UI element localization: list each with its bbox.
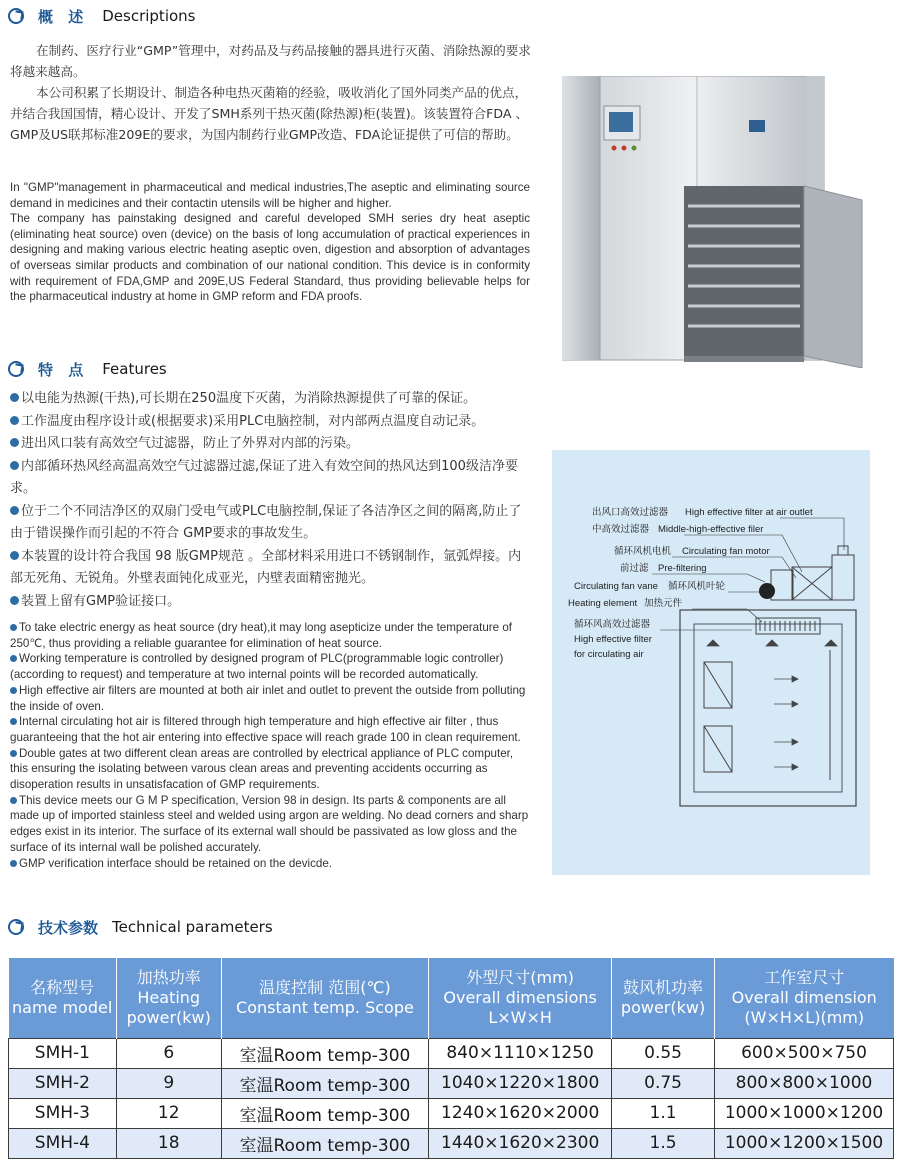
cell-chamber-dimension: 1000×1000×1200 — [715, 1098, 894, 1128]
cell-fan-power: 0.75 — [612, 1068, 715, 1098]
bullet-icon — [10, 393, 19, 402]
header-chamber-dimension: 工作室尺寸 Overall dimension (W×H×L)(mm) — [715, 958, 894, 1038]
label-circ-filter: 循环风高效过滤器 — [574, 619, 651, 630]
header-overall-dimensions: 外型尺寸(mm) Overall dimensions L×W×H — [429, 958, 612, 1038]
cell-model: SMH-1 — [9, 1038, 117, 1068]
cell-model: SMH-2 — [9, 1068, 117, 1098]
cell-heating-power: 6 — [116, 1038, 221, 1068]
feature-en-item: To take electric energy as heat source (dry heat),it may long asepticize under the temperature of 250℃, thus providing a reliable guarantee for elimination of heat source. — [10, 621, 512, 650]
section-icon — [8, 361, 24, 377]
feature-cn-item: 内部循环热风经高温高效空气过滤器过滤,保证了进入有效空间的热风达到100级洁净要求。 — [10, 458, 518, 496]
oven-chamber — [684, 186, 804, 356]
label-circ-filter-en2: for circulating air — [574, 649, 644, 660]
cell-overall-dimensions: 1240×1620×2000 — [429, 1098, 612, 1128]
oven-side-panel — [562, 76, 600, 360]
bullet-icon — [10, 416, 19, 425]
intro-cn-paragraph: 在制药、医疗行业“GMP”管理中，对药品及与药品接触的器具进行灭菌、消除热源的要求将越来越高。 — [10, 43, 531, 79]
section-title-cn: 技术参数 — [38, 918, 99, 937]
section-header-descriptions — [8, 5, 195, 27]
bullet-icon — [10, 438, 19, 447]
cell-temp-scope: 室温Room temp-300 — [221, 1068, 428, 1098]
bullet-icon — [10, 718, 17, 725]
cell-chamber-dimension: 600×500×750 — [715, 1038, 894, 1068]
feature-cn-item: 装置上留有GMP验证接口。 — [10, 591, 532, 614]
label-outlet-filter-en: High effective filter at air outlet — [685, 507, 813, 518]
oven-photo — [562, 76, 872, 368]
feature-cn-item: 进出风口装有高效空气过滤器，防止了外界对内部的污染。 — [10, 433, 532, 456]
section-header-features — [8, 358, 167, 380]
cell-heating-power: 9 — [116, 1068, 221, 1098]
feature-en-item: This device meets our G M P specification, Version 98 in design. Its parts & components are all made up of imported stainless steel and welded using argon are welding. No dead corners and sharp edges exist in its interior. The surface of its external wall should be passivated as low gloss and the surface of its internal wall be polished accurately. — [10, 793, 529, 854]
section-icon — [8, 919, 24, 935]
label-heating-en: Heating element — [568, 598, 638, 609]
cell-heating-power: 12 — [116, 1098, 221, 1128]
section-icon — [8, 8, 24, 24]
table-row — [9, 1128, 894, 1158]
section-title-en: Features — [102, 360, 167, 378]
bullet-icon — [10, 860, 17, 867]
indicator-light — [632, 146, 637, 151]
intro-en — [10, 180, 530, 305]
feature-en-item: Double gates at two different clean areas are controlled by electrical appliance of PLC computer, this ensuring the isolating between varous clean areas and preventing accidents occurring as disoperation results in unsatisfacation of GMP requirements. — [10, 746, 514, 792]
cell-heating-power: 18 — [116, 1128, 221, 1158]
cell-temp-scope: 室温Room temp-300 — [221, 1098, 428, 1128]
fan-housing — [771, 546, 854, 600]
table-row — [9, 1038, 894, 1068]
bullet-icon — [10, 461, 19, 470]
feature-en-item: Internal circulating hot air is filtered through high temperature and high effective air filter , thus guaranteeing that the hot air entering into effective space will reach grade 100 in clean requirement. — [10, 715, 521, 744]
label-fan-vane-en: Circulating fan vane — [574, 581, 658, 592]
feature-en-item: High effective air filters are mounted at both air inlet and outlet to prevent the outside from polluting the inside of oven. — [10, 683, 526, 713]
label-heating: 加热元件 — [644, 598, 683, 609]
label-pre-filter: 前过滤 — [620, 563, 649, 574]
indicator-light — [612, 146, 617, 151]
section-header-params — [8, 916, 273, 938]
cell-overall-dimensions: 1440×1620×2300 — [429, 1128, 612, 1158]
feature-en-item: GMP verification interface should be retained on the devicde. — [10, 856, 532, 872]
label-circ-filter-en1: High effective filter — [574, 634, 652, 645]
table-row — [9, 1068, 894, 1098]
label-fan-motor: 循环风机电机 — [614, 546, 672, 557]
oven-open-door — [804, 186, 862, 368]
bullet-icon — [10, 687, 17, 694]
label-fan-motor-en: Circulating fan motor — [682, 546, 770, 557]
parameters-table — [8, 958, 894, 1159]
header-model: 名称型号 name model — [9, 958, 117, 1038]
section-title-en: Descriptions — [102, 7, 196, 25]
section-title-cn: 概 述 — [38, 7, 89, 26]
cell-fan-power: 1.5 — [612, 1128, 715, 1158]
features-en-list — [10, 620, 532, 871]
intro-en-paragraph: The company has painstaking designed and careful developed SMH series dry heat aseptic (eliminating heat source) oven (device) on the basis of long accumulation of practical experiences in designing and making various electric heating aseptic oven, digestion and absorption of advantages of overseas similar products and combination of our national condition. This device is in conformity with requirement of FDA,GMP and 209E,US Federal Standard, thus providing believable helps for the pharmaceutical industry at home in GMP reform and FDA proofs. — [10, 212, 530, 304]
cell-temp-scope: 室温Room temp-300 — [221, 1128, 428, 1158]
bullet-icon — [10, 596, 19, 605]
bullet-icon — [10, 797, 17, 804]
feature-en-item: Working temperature is controlled by designed program of PLC(programmable logic controller)(according to request) and temperature at two internal points will be recorded automatically. — [10, 652, 504, 682]
features-cn-list — [10, 388, 532, 613]
header-heating-power: 加热功率 Heating power(kw) — [116, 958, 221, 1038]
cell-fan-power: 0.55 — [612, 1038, 715, 1068]
bullet-icon — [10, 750, 17, 757]
cell-temp-scope: 室温Room temp-300 — [221, 1038, 428, 1068]
feature-cn-item: 工作温度由程序设计或(根据要求)采用PLC电脑控制，对内部两点温度自动记录。 — [10, 411, 532, 434]
nameplate — [749, 120, 765, 132]
cell-fan-power: 1.1 — [612, 1098, 715, 1128]
cell-overall-dimensions: 1040×1220×1800 — [429, 1068, 612, 1098]
label-mid-filter-en: Middle-high-effective filer — [658, 524, 764, 535]
intro-en-paragraph: In "GMP"management in pharmaceutical and medical industries,The aseptic and eliminating source demand in medicines and their contactin utensils will be higher and higher. — [10, 181, 530, 210]
bullet-icon — [10, 655, 17, 662]
label-fan-vane: 循环风机叶轮 — [668, 581, 726, 592]
cell-model: SMH-3 — [9, 1098, 117, 1128]
indicator-light — [622, 146, 627, 151]
label-outlet-filter: 出风口高效过滤器 — [592, 507, 669, 518]
feature-cn-item: 位于二个不同洁净区的双扇门受电气或PLC电脑控制,保证了各洁净区之间的隔离,防止了由于错误操作而引起的不符合 GMP要求的事故发生。 — [10, 503, 522, 541]
header-temp-scope: 温度控制 范围(℃) Constant temp. Scope — [221, 958, 428, 1038]
label-pre-filter-en: Pre-filtering — [658, 563, 707, 574]
feature-cn-item: 本装置的设计符合我国 98 版GMP规范 。全部材料采用进口不锈钢制作，氩弧焊接。内部无死角、无锐角。外壁表面钝化成亚光，内壁表面精密抛光。 — [10, 548, 522, 586]
cell-chamber-dimension: 1000×1200×1500 — [715, 1128, 894, 1158]
airflow-arrows — [707, 640, 837, 770]
section-title-cn: 特 点 — [38, 360, 89, 379]
touch-screen — [609, 112, 633, 132]
heating-coils — [760, 621, 815, 631]
label-mid-filter: 中高效过滤器 — [592, 524, 650, 535]
bullet-icon — [10, 624, 17, 631]
feature-cn-item: 以电能为热源(干热),可长期在250温度下灭菌，为消除热源提供了可靠的保证。 — [10, 388, 532, 411]
cell-model: SMH-4 — [9, 1128, 117, 1158]
bullet-icon — [10, 551, 19, 560]
filter-panels — [704, 650, 830, 780]
table-header-row — [9, 958, 894, 1038]
intro-cn-paragraph: 本公司积累了长期设计、制造各种电热灭菌箱的经验，吸收消化了国外同类产品的优点，并结合我国国情，精心设计、开发了SMH系列干热灭菌(除热源)柜(装置)。该装置符合FDA 、GMP及US联邦标准209E的要求，为国内制药行业GMP改造、FDA论证提供了可信的帮助。 — [10, 85, 529, 142]
fan-vane-icon — [759, 583, 775, 599]
airflow-diagram-panel — [552, 450, 870, 875]
table-row — [9, 1098, 894, 1128]
header-fan-power: 鼓风机功率 power(kw) — [612, 958, 715, 1038]
airflow-diagram — [552, 450, 870, 875]
intro-cn — [10, 40, 535, 145]
section-title-en: Technical parameters — [112, 918, 273, 936]
bullet-icon — [10, 506, 19, 515]
cell-chamber-dimension: 800×800×1000 — [715, 1068, 894, 1098]
cell-overall-dimensions: 840×1110×1250 — [429, 1038, 612, 1068]
